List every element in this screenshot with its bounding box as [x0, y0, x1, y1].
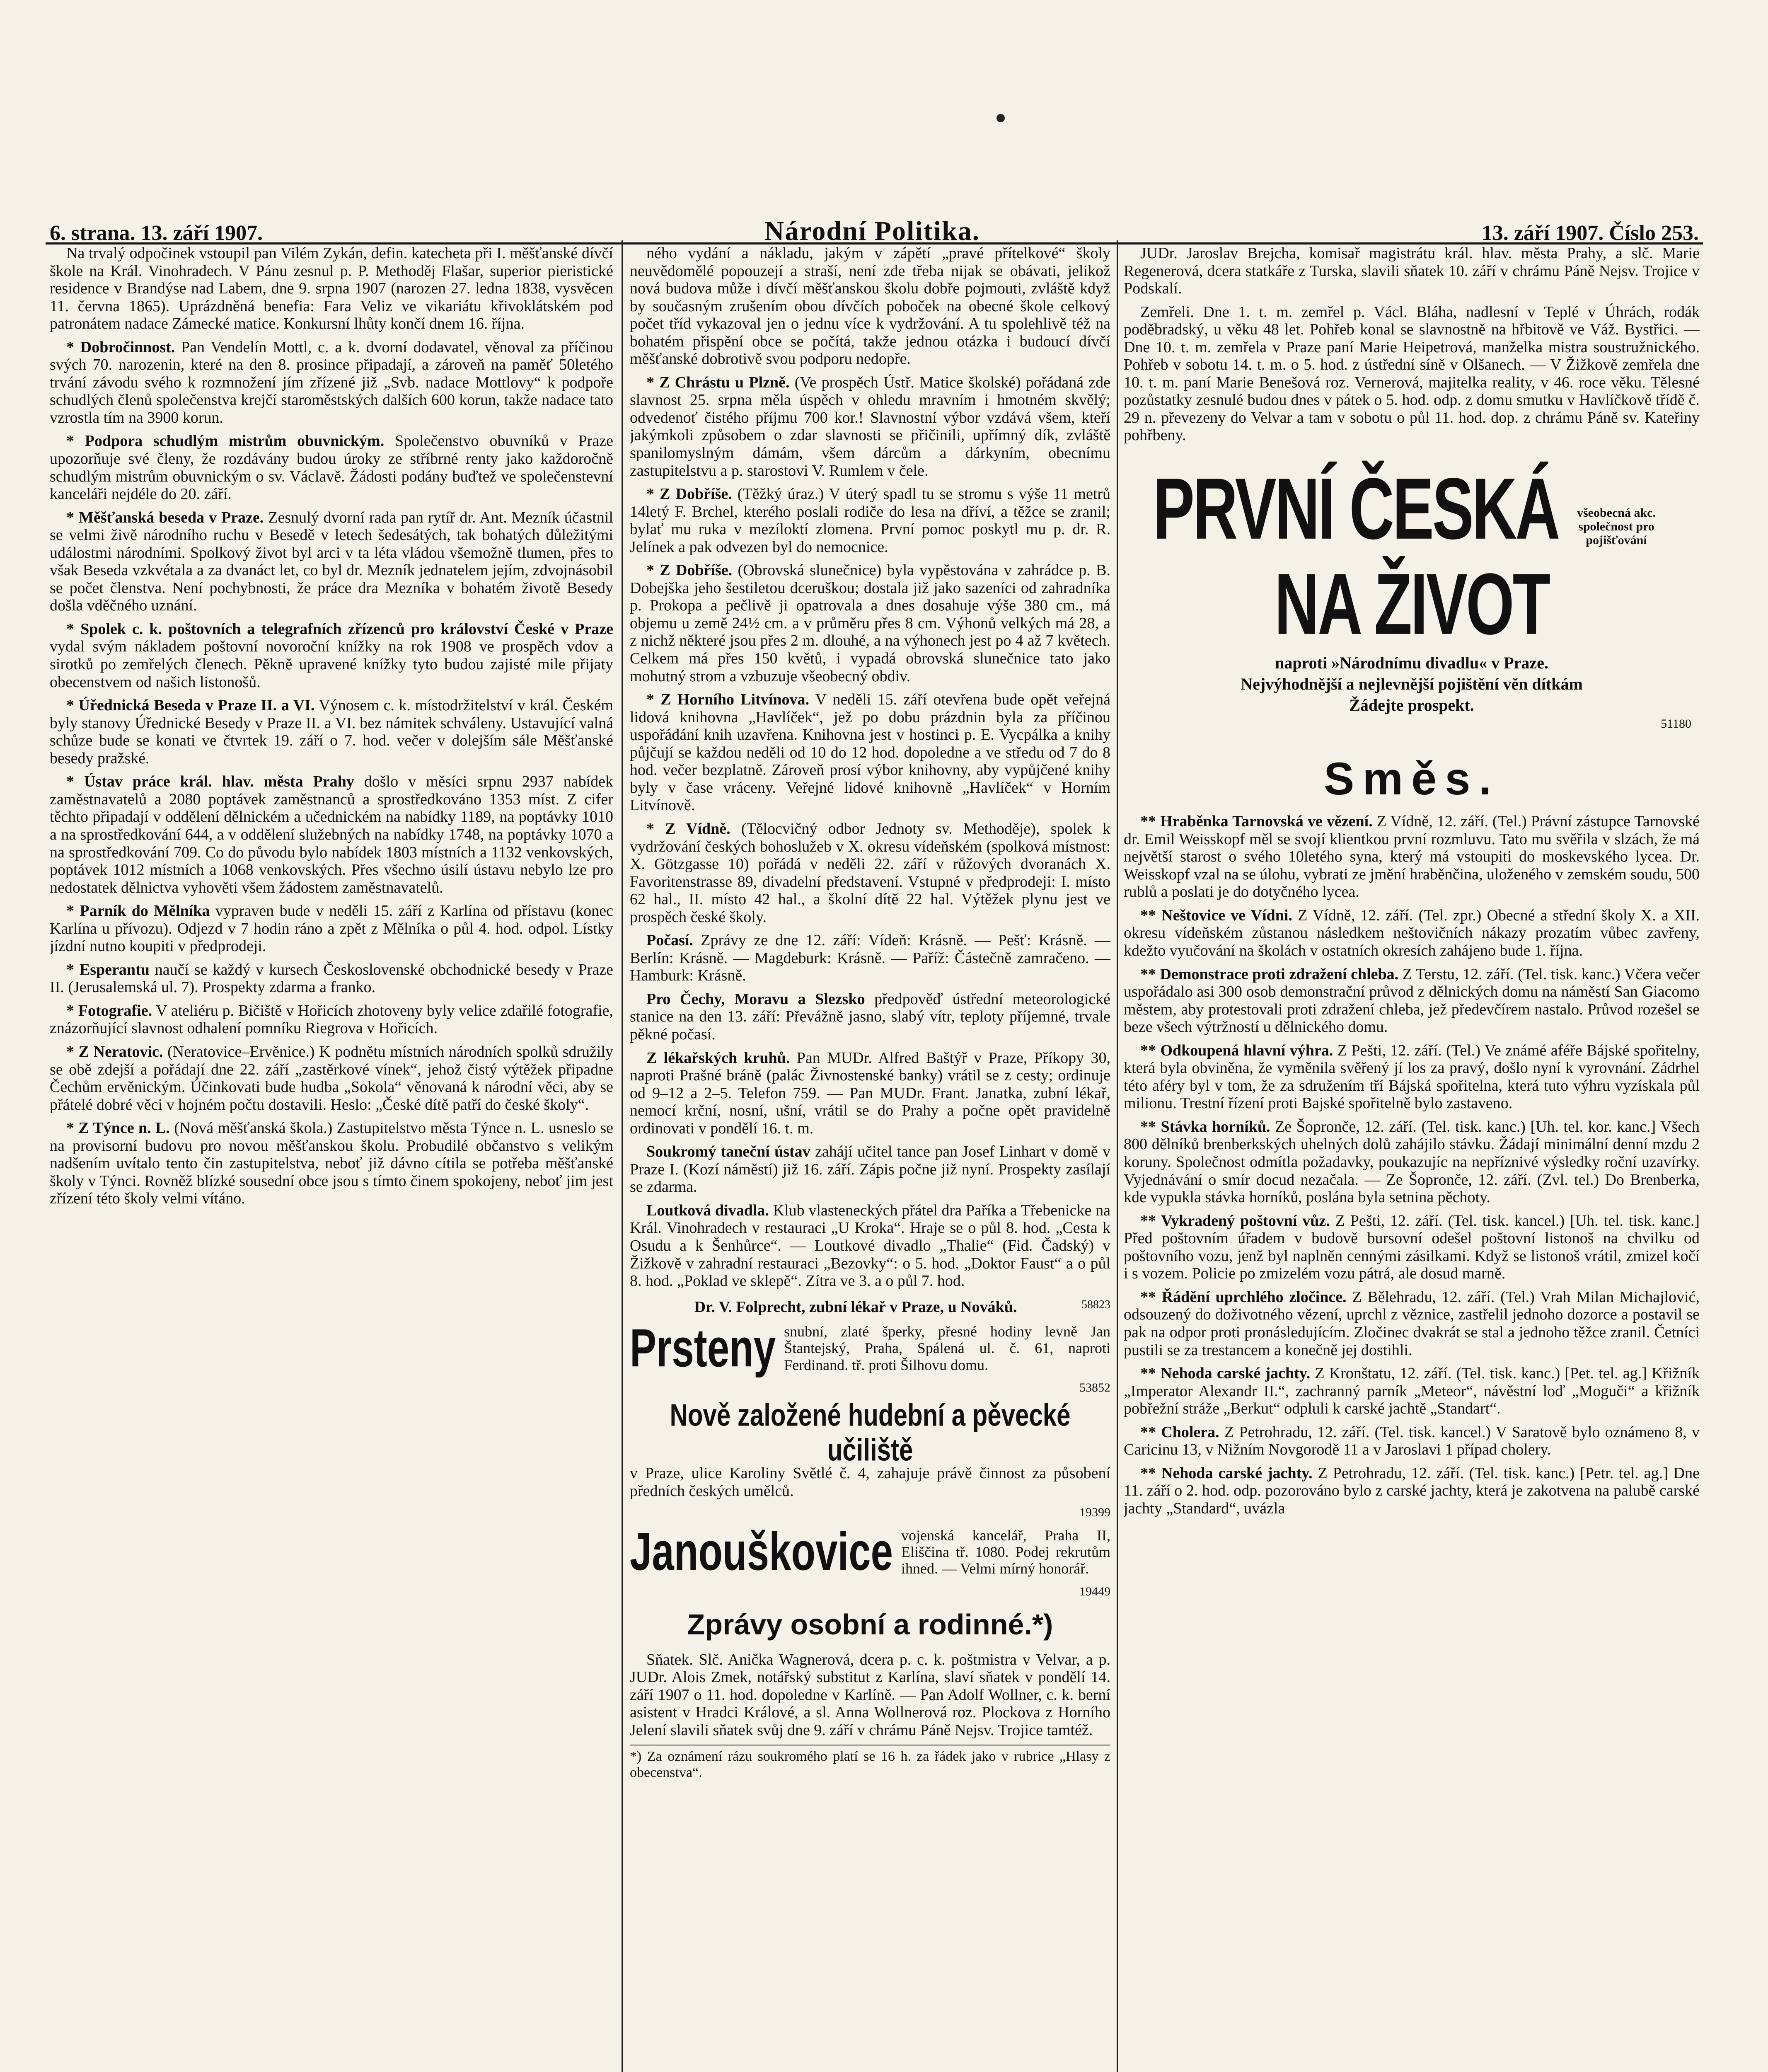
dentist-ad-text: Dr. V. Folprecht, zubní lékař v Praze, u Nováků.	[694, 1298, 1017, 1316]
article-heading: ** Cholera.	[1140, 1423, 1219, 1441]
ad-number: 19449	[1079, 1584, 1110, 1598]
article-heading: * Ústav práce král. hlav. města Prahy	[66, 773, 354, 791]
article-heading: * Parník do Mělníka	[66, 902, 210, 920]
article-text: ného vydání a nákladu, jakým v zápětí „pravé přítelkové“ školy neuvědomělé popouzejí a straší, není zde třeba nijak se obávati, jelikož nová budova může i dívčí měšťanskou školu dobře pojmouti, zvláště když by současným zrušením obou dívčích poboček na obecné škole celkový počet tříd vykazoval jen o jednu více k vydržování. A tu spolehlivě též na bohatém přispění obce se počítá, takže jednou otázka i budoucí dívčí měšťanské dobrotivě svou podporu nedopře.	[630, 244, 1110, 368]
article-text: Z Vídně, 12. září. (Tel. zpr.) Obecné a střední školy X. a XII. okresu vídeňském zůstanou následkem neštovičních nákazy prozatím vůbec zavřeny, kdežto vyučování na školách v ostatních okresích zahájeno bude 1. října.	[1124, 906, 1700, 960]
article-heading: * Esperantu	[66, 961, 150, 978]
column-3-articles	[1124, 813, 1700, 1517]
article-text: došlo v měsíci srpnu 2937 nabídek zaměstnavatelů a 2080 poptávek zaměstnanců a sprostředkováno 1353 míst. Z cifer těchto připadají v oddělení dělnickém a učednickém na nabídky 1189, na poptávky 1010 a na sprostředkování 644, a v oddělení služebných na nabídky 1748, na poptávky 1070 a na sprostředkování 709. Co do původu bylo nabídek 1803 místních a 1132 venkovských, poptávek 1012 místních a 1068 venkovských. Přes všechno úsilí ústavu nebylo lze pro nedostatek dělnictva vyhověti všem žádostem zaměstnavatelů.	[50, 773, 613, 896]
article-text: předpověď ústřední meteorologické stanice na den 13. září: Převážně jasno, slabý vítr, teploty příjemné, trvale pěkné počasí.	[630, 990, 1110, 1043]
column-divider	[1117, 240, 1118, 2072]
article-heading: ** Hraběnka Tarnovská ve vězení.	[1140, 813, 1373, 830]
article-text: Společenstvo obuvníků v Praze upozorňuje své členy, že rozdávány budou úroky ze stříbrné renty jako každoročně schudlým mistrům obuvnickým o sv. Václavě. Žádosti podány buďtež ve společenstevní kanceláři nejdéle do 20. září.	[50, 432, 613, 503]
article-paragraph	[50, 339, 613, 427]
footnote: *) Za oznámení rázu soukromého platí se 16 h. za řádek jako v rubrice „Hlasy z obecenstva“.	[630, 1745, 1110, 1780]
ink-dot	[996, 114, 1005, 122]
article-paragraph	[50, 432, 613, 503]
article-heading: * Úřednická Beseda v Praze II. a VI.	[66, 697, 315, 714]
article-paragraph	[50, 1043, 613, 1113]
article-paragraph	[50, 1002, 613, 1037]
music-school-text: v Praze, ulice Karoliny Světlé č. 4, zahajuje právě činnost za působení předních českých umělců.	[630, 1464, 1110, 1500]
article-text: Z Pešti, 12. září. (Tel.) Ve známé aféře Bájské spořitelny, která byla obviněna, že vyměnila svěřený jí los za pravý, došlo nyní k vyrovnání. Zádrhel této aféry byl v tom, že za sdružením tří Bájská spořitelna, která tuto výhru vyzískala půl milionu. Trestní řízení proti Bajské spořitelně bylo zastaveno.	[1124, 1041, 1700, 1112]
ad-number: 51180	[1661, 717, 1691, 731]
article-text: Z Terstu, 12. září. (Tel. tisk. kanc.) Včera večer uspořádalo asi 300 osob demonstrační průvod z dělnických domu na náměstí San Giacomo městem, aby protestovali proti zdražení chleba, jež předevčírem nastalo. Průvod rozešel se beze všech výtržností u dělnického domu.	[1124, 965, 1700, 1036]
rings-ad	[630, 1318, 1110, 1378]
article-text: Z Pešti, 12. září. (Tel. tisk. kancel.) [Uh. tel. tisk. kanc.] Před poštovním úřadem v budově bursovní odešel poštovní listonoš na chvilku od poštovního vozu, jenž byl naplněn cennými zásilkami. Když se listonoš vrátil, zmizel kočí i s vozem. Policie po zmizelém vozu pátrá, ale dosud marně.	[1124, 1212, 1700, 1283]
article-text: vydal svým nákladem poštovní novoroční knížky na rok 1908 ve prospěch vdov a sirotků po zemřelých členech. Pěkně upravené knížky tyto budou zajisté mile přijaty obecenstvem od našich listonošů.	[50, 638, 613, 691]
newspaper-title: Národní Politika.	[764, 216, 980, 246]
article-text: Z Petrohradu, 12. září. (Tel. tisk. kanc.) [Petr. tel. ag.] Dne 11. září o 2. hod. odp. pozorováno bylo z carské jachty, která je zakotvena na palubě carské jachty „Standard“, uvázla	[1124, 1464, 1700, 1517]
article-paragraph	[50, 902, 613, 955]
personal-news-title: Zprávy osobní a rodinné.*)	[687, 1608, 1053, 1641]
article-heading: ** Demonstrace proti zdražení chleba.	[1140, 965, 1399, 983]
article-paragraph	[1124, 1212, 1700, 1283]
article-text: Klub vlasteneckých přátel dra Paříka a Třebenicke na Král. Vinohradech v restauraci „U Kroka“. Hraje se o půl 8. hod. „Cesta k Osudu a k Šenhůrce“. — Loutkové divadlo „Thalie“ (Fid. Čadský) v Žižkově v zahradní restauraci „Bezovky“: o 5. hod. „Doktor Faust“ a o půl 8. hod. „Poklad ve sklepě“. Zítra ve 3. a o půl 7. hod.	[630, 1201, 1110, 1290]
column-1	[50, 244, 613, 2072]
article-text: Zesnulý dvorní rada pan rytíř dr. Ant. Mezník účastnil se velmi živě národního ruchu v Besedě v letech šedesátých, tak bohatých důležitými událostmi národními. Spolkový život byl arci v ta léta vládou všemožně tlumen, přes to však Beseda vzkvétala a za dvanáct let, co byl dr. Mezník jednatelem jejím, zdvojnásobil se počet členstva. Není pochybnosti, že práce dra Mezníka v bohatém životě Besedy došla vděčného uznání.	[50, 508, 613, 615]
article-text: Z Petrohradu, 12. září. (Tel. tisk. kancel.) V Saratově bylo oznámeno 8, v Caricinu 13, v Nižním Novgorodě 11 a v Jaroslavi 1 případ cholery.	[1124, 1423, 1700, 1459]
article-text: Na trvalý odpočinek vstoupil pan Vilém Zykán, defin. katecheta při I. měšťanské dívčí škole na Král. Vinohradech. V Pánu zesnul p. P. Methoděj Flašar, superior pieristické residence v Brandýse nad Labem, dne 9. srpna 1907 (narozen 27. ledna 1838, vysvěcen 11. června 1865). Uprázdněná benefia: Fara Veliz ve vikariátu křivoklátském pod patronátem nadace Zámecké matice. Konkursní lhůty končí dnem 16. října.	[50, 244, 613, 333]
article-paragraph	[1124, 966, 1700, 1036]
article-paragraph	[630, 244, 1110, 368]
article-heading: * Fotografie.	[66, 1002, 152, 1019]
article-text: (Obrovská slunečnice) byla vypěstována v zahrádce p. B. Dobejška jeho šestiletou dceruškou; dostala již jako sazeníci od zahradníka p. Prokopa a pečlivě ji opatrovala a dnes dosahuje výše 380 cm., má objemu u země 24½ cm. a v průměru přes 8 cm. Výhonů velkých má 28, a z nichž některé jsou přes 2 m. dlouhé, a na výhonech jest po 4 až 7 květech. Celkem má přes 150 květů, i vypadá obrovská slunečnice tato jako mohutný strom a vzbuzuje všeobecný obdiv.	[630, 562, 1110, 685]
ad-number: 53852	[1079, 1381, 1110, 1395]
article-heading: * Z Neratovic.	[66, 1043, 163, 1060]
article-text: Pan MUDr. Alfred Baštýř v Praze, Příkopy 30, naproti Prašné bráně (palác Živnostenské banky) vrátil se z cesty; ordinuje od 9–12 a 2–5. Telefon 759. — Pan MUDr. Frant. Janatka, zubní lékař, nemocí krční, nosní, ušní, vrátil se do Prahy a počne opět pravidelně ordinovati v pondělí 16. t. m.	[630, 1049, 1110, 1137]
header-left: 6. strana. 13. září 1907.	[50, 221, 263, 245]
januskovice-ad	[630, 1522, 1110, 1582]
article-text: zahájí učitel tance pan Josef Linhart v domě v Praze I. (Kozí náměstí) již 16. září. Zápis počne již nyní. Prospekty zasílají se zdarma.	[630, 1143, 1110, 1196]
column-2	[630, 244, 1110, 2072]
article-paragraph	[1124, 1042, 1700, 1112]
insurance-ad-offer: Nejvýhodnější a nejlevnější pojištění věn dítkám	[1241, 674, 1583, 693]
article-heading: * Podpora schudlým mistrům obuvnickým.	[66, 432, 385, 450]
article-text: (Neratovice–Ervěnice.) K podnětu místních národních spolků sdružily se obě zdejší a pořádají dne 22. září „zastěrkové vínek“, jehož čistý výtěžek připadne Čechům ervěnickým. Účinkovati bude hudba „Sokola“ věnovaná k národní věci, aby se přátelé dobré věci v hojném počtu dostavili. Heslo: „České dítě patří do české školy“.	[50, 1043, 613, 1113]
insurance-ad	[1124, 453, 1700, 745]
article-text: (Těžký úraz.) V úterý spadl tu se stromu s výše 11 metrů 14letý F. Brchel, kterého poslali rodiče do lesa na dříví, a těžce se zranil; bylať mu ruka v mezíloktí zlomena. První pomoc poskytl mu p. dr. R. Jelínek a pak odvezen byl do nemocnice.	[630, 485, 1110, 556]
insurance-ad-title-right: NA ŽIVOT	[1274, 555, 1549, 653]
ad-number: 58823	[1081, 1298, 1110, 1311]
article-paragraph	[630, 1049, 1110, 1138]
article-paragraph	[1124, 1118, 1700, 1206]
insurance-ad-title-left: PRVNÍ ČESKÁ	[1153, 460, 1559, 557]
article-paragraph	[1124, 1365, 1700, 1418]
music-school-title: Nově založené hudební a pěvecké učiliště	[670, 1397, 1071, 1467]
article-heading: Pro Čechy, Moravu a Slezsko	[646, 990, 865, 1008]
article-text: (Tělocvičný odbor Jednoty sv. Methoděje), spolek k vydržování českých bohoslužeb v X. okresu vídeňském (spolková místnost: X. Götzgasse 10) pořádá v neděli 22. září v růžových dvoranách X. Favoritenstrasse 89, divadelní představení. Vstupné v předprodeji: I. místo 62 hal., II. místo 42 hal., a školní dítě 22 hal. Výtěžek plynu jest ve prospěch české školy.	[630, 820, 1110, 926]
article-paragraph	[50, 509, 613, 615]
article-heading: * Spolek c. k. poštovních a telegrafních zřízenců pro království České v Praze	[66, 620, 613, 638]
januskovice-ad-text: vojenská kancelář, Praha II, Eliščina tř. 1080. Podej rekrutům ihned. — Velmi mírný honorář.	[901, 1527, 1110, 1577]
rings-ad-text: snubní, zlaté šperky, přesné hodiny levně Jan Štantejský, Praha, Spálená ul. č. 61, naproti Ferdinand. tř. proti Šilhovu domu.	[784, 1323, 1110, 1373]
article-paragraph	[50, 1119, 613, 1208]
article-heading: ** Neštovice ve Vídni.	[1140, 906, 1292, 924]
article-paragraph	[630, 820, 1110, 926]
article-paragraph	[630, 990, 1110, 1043]
article-heading: ** Odkoupená hlavní výhra.	[1140, 1041, 1333, 1059]
personal-news-text: Sňatek. Slč. Anička Wagnerová, dcera p. c. k. poštmistra v Velvar, a p. JUDr. Alois Zmek, notářský substitut z Karlína, slaví sňatek v pondělí 14. září 1907 o 11. hod. dopoledne v Karlíně. — Pan Adolf Wollner, c. k. berní asistent v Hradci Králové, a sl. Anna Wollnerová roz. Plockova z Horního Jelení slavili sňatek svůj dne 9. září v chrámu Páně Nejsv. Trojice tamtéž.	[630, 1651, 1110, 1739]
insurance-ad-subtitle: všeobecná akc. společnost pro pojišťování	[1577, 506, 1656, 547]
article-paragraph	[50, 961, 613, 996]
article-text: naučí se každý v kursech Československé obchodnické besedy v Praze II. (Jerusalemská ul. 7). Prospekty zdarma a franko.	[50, 961, 613, 996]
januskovice-ad-title: Janouškovice	[630, 1522, 893, 1582]
column-2-articles	[630, 244, 1110, 1290]
rings-ad-title: Prsteny	[630, 1318, 776, 1378]
article-paragraph	[630, 932, 1110, 985]
article-heading: ** Stávka horníků.	[1140, 1118, 1270, 1135]
article-paragraph	[50, 620, 613, 691]
article-text: vypraven bude v neděli 15. září z Karlína od přístavu (konec Karlína u přívozu). Odjezd v 7 hodin ráno a zpět z Mělníka o půl 4. hod. odpol. Lístky jízdní nutno koupiti v předprodeji.	[50, 902, 613, 955]
article-text: Z Vídně, 12. září. (Tel.) Právní zástupce Tarnovské dr. Emil Weisskopf měl se svojí klientkou první rozmluvu. Tato mu svěřila v slzách, že má největší starost o svého 10letého syna, který má vstoupiti do moskevského lycea. Dr. Weisskopf vzal na se úlohu, vybrati ze jmění hraběnčina, uloženého v zemském soudu, 500 rublů a poslati je do dotyčného lycea.	[1124, 813, 1700, 901]
article-paragraph	[630, 691, 1110, 814]
article-text: (Nová měšťanská škola.) Zastupitelstvo města Týnce n. L. usneslo se na provisorní budovu pro novou měšťanskou školu. Probudilé občanstvo s velikým nadšením uvítalo tento čin zastupitelstva, neboť již dávno cítila se potřeba měšťanské školy v Týnci. Rovněž blízké sousední obce jsou s tímto činem spokojeny, neboť jim jest zřízení této školy velmi vítáno.	[50, 1119, 613, 1208]
article-text: Výnosem c. k. místodržitelství v král. Českém byly stanovy Úřednické Besedy v Praze II. a VI. bez námitek schváleny. Ustavující valná schůze bude se konati ve čtvrtek 19. září o 7. hod. večer v dolejším sále Měšťanské besedy pražské.	[50, 697, 613, 767]
dentist-ad	[630, 1298, 1110, 1316]
article-heading: ** Nehoda carské jachty.	[1140, 1464, 1313, 1482]
article-heading: Loutková divadla.	[646, 1201, 769, 1219]
article-paragraph	[630, 374, 1110, 479]
article-paragraph	[50, 697, 613, 767]
ad-number: 19399	[1079, 1506, 1110, 1520]
article-heading: * Dobročinnost.	[66, 338, 175, 356]
article-text: Pan Vendelín Mottl, c. a k. dvorní dodavatel, věnoval za příčinou svých 70. narozenin, které na den 8. prosince připadají, a zároveň na paměť 50letého trvání závodu svého k rozmnožení jím zřízené již „Svb. nadace Mottlovy“ k podpoře schudlých členů společenstva krejčí staroměstských dalších 600 korun, takže nadace tato vzrostla tím na 3900 korun.	[50, 338, 613, 426]
article-heading: ** Nehoda carské jachty.	[1140, 1365, 1311, 1382]
article-paragraph	[630, 485, 1110, 556]
article-heading: * Měšťanská beseda v Praze.	[66, 508, 264, 526]
article-paragraph	[630, 562, 1110, 685]
article-heading: * Z Dobříše.	[646, 485, 732, 503]
article-paragraph	[1124, 813, 1700, 901]
article-text: V neděli 15. září otevřena bude opět veřejná lidová knihovna „Havlíček“, jež po dobu prázdnin byla za příčinou uspořádání knih uzavřena. Knihovna jest v hostinci p. E. Vycpálka a knihy půjčují se každou neděli od 10 do 12 hod. dopoledne a ve středu od 7 do 8 hod. večer bezplatně. Zároveň prosí výbor knihovny, aby vypůjčené knihy byly v čase vráceny. Veřejné lidové knihovně „Havlíček“ v Horním Litvínově.	[630, 691, 1110, 814]
article-paragraph	[1124, 1423, 1700, 1459]
article-heading: * Z Týnce n. L.	[66, 1119, 170, 1137]
wedding-notice: JUDr. Jaroslav Brejcha, komisař magistrátu král. hlav. města Prahy, a slč. Marie Regenerová, dcera statkáře z Turska, slavili sňatek 10. září v chrámu Páně Nejsv. Trojice v Podskalí.	[1124, 244, 1700, 298]
insurance-ad-address: naproti »Národnímu divadlu« v Praze.	[1275, 654, 1548, 673]
article-paragraph	[630, 1202, 1110, 1290]
column-3	[1124, 244, 1700, 2072]
column-divider	[622, 240, 623, 2072]
article-heading: * Z Chrástu u Plzně.	[646, 373, 790, 391]
article-heading: Z lékařských kruhů.	[646, 1049, 790, 1067]
article-heading: ** Řádění uprchlého zločince.	[1140, 1288, 1347, 1306]
article-text: Zprávy ze dne 12. září: Vídeň: Krásně. — Pešť: Krásně. — Berlín: Krásně. — Magdeburk: Krásně. — Paříž: Částečně zamračeno. — Hamburk: Krásně.	[630, 932, 1110, 985]
article-paragraph	[1124, 1464, 1700, 1518]
article-paragraph	[50, 773, 613, 896]
article-text: V ateliéru p. Bičiště v Hořicích zhotoveny byly velice zdařilé fotografie, znázorňující slavnost odhalení pomníku Riegrova v Hořicích.	[50, 1002, 613, 1037]
article-heading: * Z Dobříše.	[646, 562, 733, 579]
article-heading: ** Vykradený poštovní vůz.	[1140, 1212, 1330, 1230]
header-right: 13. září 1907. Číslo 253.	[1481, 221, 1699, 245]
article-paragraph	[50, 244, 613, 333]
article-text: Ze Šopronče, 12. září. (Tel. tisk. kanc.) [Uh. tel. kor. kanc.] Všech 800 dělníků brenberkských uhelných dolů zahájilo stávku. Žádají minimální denní mzdu 2 koruny. Společnost odmítla požadavky, poukazujíc na nepříznivé výsledky roční uzavírky. Vyjednávání o smír docud nezačala. — Ze Šopronče, 12. září. (Zvl. tel.) Do Brenberka, kde vypukla stávka horníků, poslána byla setnina pěchoty.	[1124, 1118, 1700, 1206]
article-paragraph	[1124, 1288, 1700, 1359]
article-paragraph	[1124, 907, 1700, 960]
article-paragraph	[630, 1143, 1110, 1196]
article-heading: * Z Vídně.	[646, 820, 730, 838]
article-heading: * Z Horního Litvínova.	[646, 691, 809, 709]
article-text: (Ve prospěch Ústř. Matice školské) pořádaná zde slavnost 25. srpna měla úspěch v ohledu mravním i hmotném skvělý; odvedenoť čistého příjmu 700 kor.! Slavnostní výbor vzdává všem, kteří jakýmkoli způsobem o zdar slavnosti se přičinili, upřímný dík, zvláště spanilomyslným dámám, všem dárcům a dárkyním, obecnímu zastupitelstvu a p. starostovi V. Rumlem v čele.	[630, 373, 1110, 479]
article-text: Z Bělehradu, 12. září. (Tel.) Vrah Milan Michajlović, odsouzený do doživotného vězení, uprchl z věznice, zastřelil jednoho dozorce a postavil se pak na odpor proti pronásledujícím. Zločinec dvakrát se stal a jednoho těžce zranil. Četníci pustili se za trestancem a konečně jej dostihli.	[1124, 1288, 1700, 1359]
article-text: Z Kronštatu, 12. září. (Tel. tisk. kanc.) [Pet. tel. ag.] Křižník „Imperator Alexandr II.“, zachranný parník „Meteor“, návěstní loď „Moguči“ a křižník pobřežní stráže „Berkut“ odpluli k carské jachtě „Standart“.	[1124, 1365, 1700, 1418]
section-title-smes: Směs.	[1323, 753, 1500, 804]
deaths-notice: Zemřeli. Dne 1. t. m. zemřel p. Václ. Bláha, nadlesní v Teplé v Úhrách, rodák poděbradský, u věku 48 let. Pohřeb konal se slavnostně na hřbitově ve Váž. Bystřici. — Dne 10. t. m. zemřela v Praze paní Marie Heipetrová, manželka mistra soustružnického. Pohřeb v sobotu 14. t. m. o 5. hod. z ústřední síně v Olšanech. — V Žižkově zemřela dne 10. t. m. paní Marie Benešová roz. Vernerová, majitelka reality, v 46. roce věku. Tělesné pozůstatky zesnulé budou dnes v pátek o 5. hod. odp. z domu smutku v Havlíčkově třídě č. 29 n. převezeny do Velvar a tam v sobotu o půl 11. hod. dop. z chrámu Páně sv. Kateřiny pohřbeny.	[1124, 303, 1700, 444]
insurance-ad-cta: Žádejte prospekt.	[1349, 695, 1474, 714]
article-heading: Soukromý taneční ústav	[646, 1143, 810, 1161]
article-heading: Počasí.	[646, 932, 693, 949]
